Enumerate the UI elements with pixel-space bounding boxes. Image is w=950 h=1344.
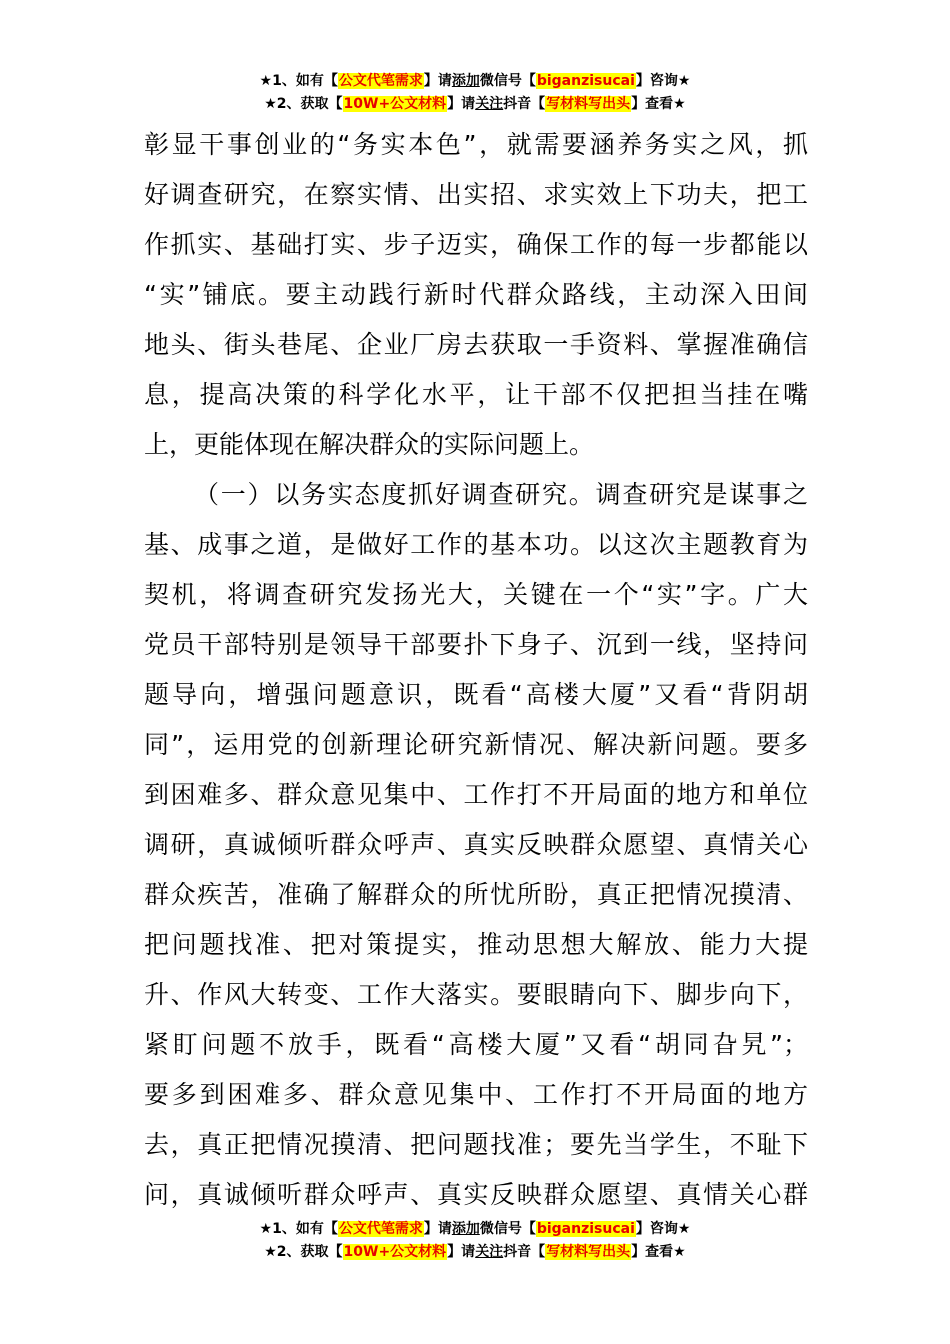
banner-highlight-wechat-id: biganzisucai <box>536 73 635 89</box>
text-line: 群众疾苦，准确了解群众的所忧所盼，真正把情况摸清、 <box>144 880 808 909</box>
banner-line-1 <box>0 1218 950 1241</box>
text-line: 上，更能体现在解决群众的实际问题上。 <box>144 430 595 459</box>
banner-text: 】查看★ <box>631 96 686 112</box>
banner-text: 】请 <box>423 1221 452 1237</box>
banner-text: ★1、如有【 <box>259 73 338 89</box>
text-line: 息，提高决策的科学化水平，让干部不仅把担当挂在嘴 <box>144 380 808 409</box>
banner-highlight-douyin-account: 写材料写出头 <box>546 1244 631 1260</box>
banner-highlight-wechat-id: biganzisucai <box>536 1221 635 1237</box>
banner-line-1 <box>0 70 950 93</box>
text-line: 基、成事之道，是做好工作的基本功。以这次主题教育为 <box>144 530 808 559</box>
text-line: 调研，真诚倾听群众呼声、真实反映群众愿望、真情关心 <box>144 830 808 859</box>
banner-text: 抖音【 <box>503 1244 546 1260</box>
banner-highlight-douyin-account: 写材料写出头 <box>546 96 631 112</box>
banner-highlight-materials: 10W+公文材料 <box>343 1244 447 1260</box>
section-heading-line: （一）以务实态度抓好调查研究。调查研究是谋事之 <box>194 480 808 509</box>
banner-text: 】咨询★ <box>635 1221 691 1237</box>
banner-text: 】查看★ <box>631 1244 686 1260</box>
text-line: 紧盯问题不放手，既看“高楼大厦”又看“胡同旮旯”； <box>144 1030 808 1059</box>
footer-banner <box>0 1218 950 1264</box>
text-line: “实”铺底。要主动践行新时代群众路线，主动深入田间 <box>144 280 808 309</box>
banner-line-2 <box>0 1241 950 1264</box>
text-line: 同”，运用党的创新理论研究新情况、解决新问题。要多 <box>144 730 808 759</box>
text-line: 问，真诚倾听群众呼声、真实反映群众愿望、真情关心群 <box>144 1180 808 1209</box>
text-line: 去，真正把情况摸清、把问题找准；要先当学生，不耻下 <box>144 1130 808 1159</box>
text-line: 到困难多、群众意见集中、工作打不开局面的地方和单位 <box>144 780 808 809</box>
banner-text: 】请 <box>447 96 476 112</box>
text-line: 升、作风大转变、工作大落实。要眼睛向下、脚步向下， <box>144 980 808 1009</box>
banner-highlight-materials: 10W+公文材料 <box>343 96 447 112</box>
banner-highlight-service: 公文代笔需求 <box>338 1221 423 1237</box>
banner-text: 】请 <box>423 73 452 89</box>
banner-line-2 <box>0 93 950 116</box>
text-line: 彰显干事创业的“务实本色”，就需要涵养务实之风，抓 <box>144 130 808 159</box>
document-body <box>144 120 808 1220</box>
text-line: 地头、街头巷尾、企业厂房去获取一手资料、掌握准确信 <box>144 330 808 359</box>
text-line: 把问题找准、把对策提实，推动思想大解放、能力大提 <box>144 930 808 959</box>
banner-highlight-service: 公文代笔需求 <box>338 73 423 89</box>
banner-underlined-text: 添加 <box>451 1221 480 1237</box>
banner-underlined-text: 关注 <box>475 96 504 112</box>
text-line: 作抓实、基础打实、步子迈实，确保工作的每一步都能以 <box>144 230 808 259</box>
banner-text: ★2、获取【 <box>264 96 343 112</box>
banner-text: 】咨询★ <box>635 73 691 89</box>
text-line: 党员干部特别是领导干部要扑下身子、沉到一线，坚持问 <box>144 630 808 659</box>
text-line: 好调查研究，在察实情、出实招、求实效上下功夫，把工 <box>144 180 808 209</box>
text-line: 要多到困难多、群众意见集中、工作打不开局面的地方 <box>144 1080 808 1109</box>
banner-text: 微信号【 <box>479 73 536 89</box>
banner-text: ★1、如有【 <box>259 1221 338 1237</box>
banner-text: 】请 <box>447 1244 476 1260</box>
banner-text: 微信号【 <box>479 1221 536 1237</box>
banner-text: ★2、获取【 <box>264 1244 343 1260</box>
banner-underlined-text: 添加 <box>451 73 480 89</box>
banner-underlined-text: 关注 <box>475 1244 504 1260</box>
header-banner <box>0 70 950 116</box>
text-line: 题导向，增强问题意识，既看“高楼大厦”又看“背阴胡 <box>144 680 808 709</box>
banner-text: 抖音【 <box>503 96 546 112</box>
text-line: 契机，将调查研究发扬光大，关键在一个“实”字。广大 <box>144 580 808 609</box>
